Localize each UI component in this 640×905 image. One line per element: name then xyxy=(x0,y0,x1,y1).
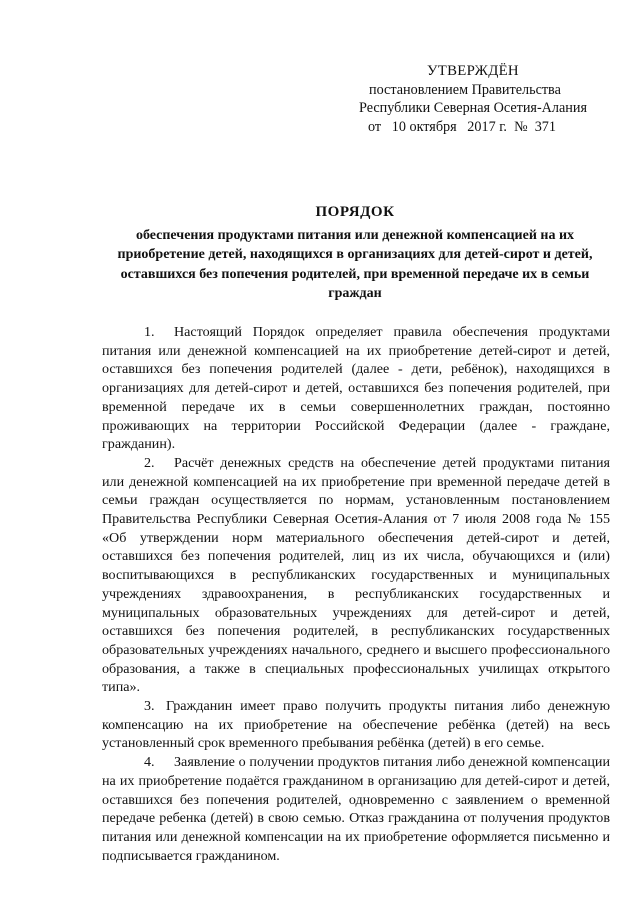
paragraph-text: Заявление о получении продуктов питания либо денежной компенсации на их приобретение подаётся гражданином в организацию для детей-сирот и детей, оставшихся без попечения родителей, одновременно с заявлением о временной передаче ребенка (детей) в свою семью. Отказ гражданина от получения продуктов питания или денежной компенсации на их приобретение оформляется письменно и подписывается гражданином. xyxy=(102,754,610,864)
paragraph-text: Гражданин имеет право получить продукты питания либо денежную компенсацию на их приобретение на обеспечение ребёнка (детей) на весь установленный срок временного пребывания ребёнка (детей) в его семье. xyxy=(102,698,610,752)
paragraph-text: Расчёт денежных средств на обеспечение детей продуктами питания или денежной компенсацией на их приобретение при временной передаче детей в семьи граждан осуществляется по нормам, установленным постановлением Правительства Республики Северная Осетия-Алания от 7 июля 2008 года № 155 «Об утверждении норм материального обеспечения детей-сирот и детей, оставшихся без попечения родителей, лиц из их числа, обучающихся и (или) воспитывающихся в республиканских государственных и муниципальных учреждениях здравоохранения, в республиканских государственных и муниципальных образовательных учреждениях для детей-сирот и детей, оставшихся без попечения родителей, в республиканских государственных образовательных учреждениях начального, среднего и высшего профессионального образования, а также в специальных профессиональных училищах открытого типа». xyxy=(102,454,610,696)
document-subtitle: обеспечения продуктами питания или денежной компенсацией на их приобретение детей, находящихся в организациях для детей-сирот и детей, оставшихся без попечения родителей, при временной передаче их в семьи граждан xyxy=(117,227,593,301)
paragraph-number: 4. xyxy=(144,754,155,771)
approval-title: УТВЕРЖДЁН xyxy=(427,63,519,79)
document-body xyxy=(102,323,610,865)
paragraph-1 xyxy=(102,323,610,454)
paragraph-number: 1. xyxy=(144,324,155,340)
paragraph-2 xyxy=(102,454,610,697)
paragraph-number: 2. xyxy=(144,454,155,471)
approval-line-decree: постановлением Правительства xyxy=(369,81,561,98)
paragraph-3 xyxy=(102,697,610,753)
approval-line-date-number: от 10 октября 2017 г. № 371 xyxy=(368,118,556,135)
approval-block xyxy=(355,62,615,136)
paragraph-text: Настоящий Порядок определяет правила обеспечения продуктами питания или денежной компенсацией на их приобретение детей-сирот и детей, оставшихся без попечения родителей (далее - дети, ребёнок), находящихся в организациях для детей-сирот и детей, оставшихся без попечения родителей, при временной передаче их в семьи совершеннолетних граждан, постоянно проживающих на территории Российской Федерации (далее - граждане, гражданин). xyxy=(102,324,610,453)
paragraph-4 xyxy=(102,753,610,865)
paragraph-number: 3. xyxy=(144,698,155,715)
document-heading xyxy=(100,203,610,304)
document-title: ПОРЯДОК xyxy=(315,204,395,220)
approval-line-republic: Республики Северная Осетия-Алания xyxy=(359,100,588,116)
